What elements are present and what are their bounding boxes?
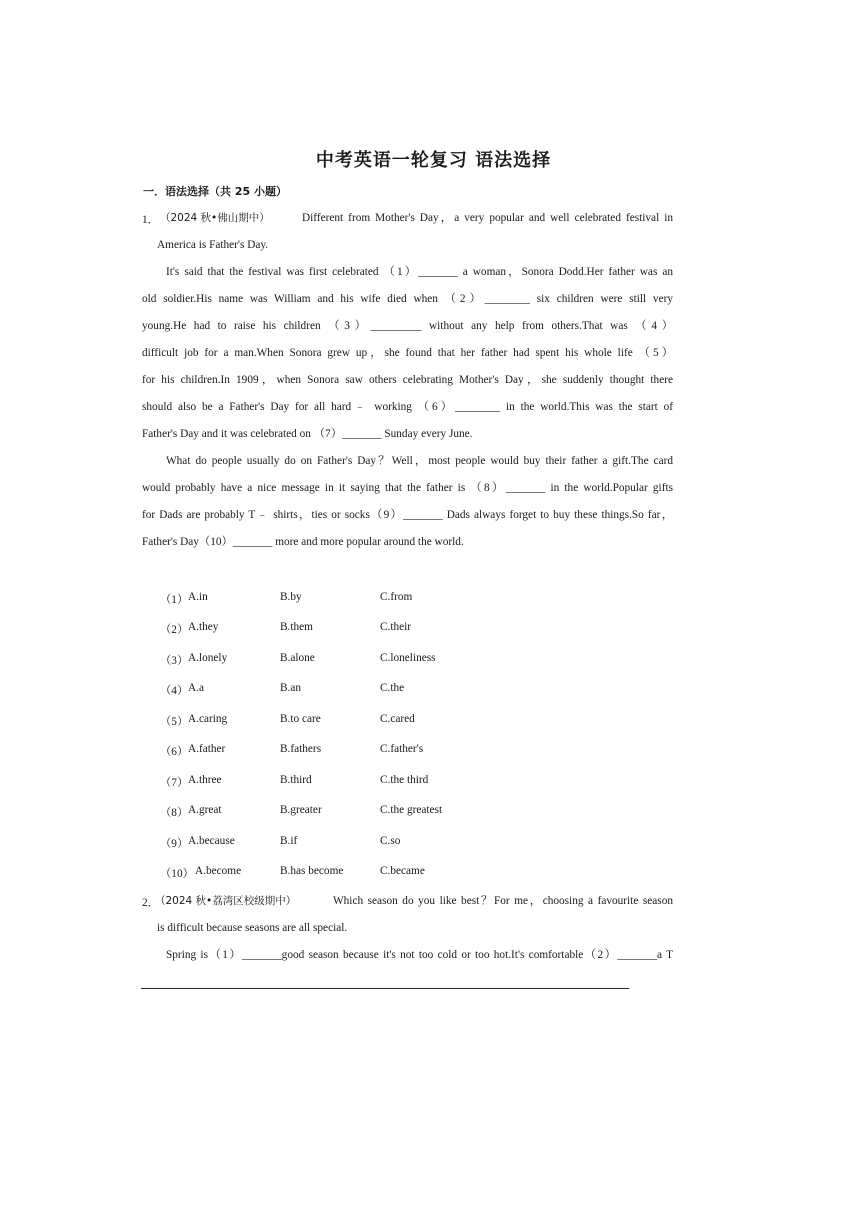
option-a: A.lonely bbox=[188, 652, 228, 664]
option-b: B.by bbox=[280, 591, 302, 603]
option-number: （5） bbox=[160, 716, 189, 728]
option-a: A.they bbox=[188, 621, 219, 633]
q1-line-5: difficult job for a man.When Sonora grew up，she found that her father had spent his whole life （5） bbox=[142, 347, 673, 359]
q1-line-1: America is Father's Day. bbox=[157, 239, 269, 251]
q2-line-0: Which season do you like best？For me，choosing a favourite season bbox=[333, 895, 673, 907]
q1-line-3: old soldier.His name was William and his wife died when （2）________ six children were still very bbox=[142, 293, 673, 305]
q2-line-2: Spring is（1）_______good season because it's not too cold or too hot.It's comfortable（2）_______a T bbox=[166, 949, 673, 961]
option-a: A.in bbox=[188, 591, 208, 603]
q1-line-4: young.He had to raise his children （3）_________ without any help from others.That was （4） bbox=[142, 320, 673, 332]
section-heading: 一．语法选择（共 25 小题） bbox=[143, 185, 287, 198]
option-c: C.the greatest bbox=[380, 804, 443, 816]
q1-source: （2024 秋•佛山期中） bbox=[160, 212, 270, 224]
option-c: C.cared bbox=[380, 713, 415, 725]
option-a: A.become bbox=[195, 865, 242, 877]
option-b: B.third bbox=[280, 774, 312, 786]
option-c: C.the third bbox=[380, 774, 429, 786]
option-number: （9） bbox=[160, 838, 189, 850]
option-number: （3） bbox=[160, 655, 189, 667]
option-a: A.a bbox=[188, 682, 204, 694]
option-number: （1） bbox=[160, 594, 189, 606]
q1-line-12: Father's Day（10）_______ more and more popular around the world. bbox=[142, 536, 464, 548]
option-c: C.so bbox=[380, 835, 401, 847]
option-number: （8） bbox=[160, 807, 189, 819]
q1-line-10: would probably have a nice message in it saying that the father is （8）_______ in the world.Popular gifts bbox=[142, 482, 673, 494]
option-b: B.them bbox=[280, 621, 313, 633]
option-a: A.caring bbox=[188, 713, 228, 725]
option-c: C.father's bbox=[380, 743, 424, 755]
option-number: （7） bbox=[160, 777, 189, 789]
q1-line-7: should also be a Father's Day for all hard﹣ working （6）________ in the world.This was the start of bbox=[142, 401, 673, 413]
option-c: C.from bbox=[380, 591, 413, 603]
option-number: （10） bbox=[160, 868, 194, 880]
option-b: B.has become bbox=[280, 865, 344, 877]
option-a: A.three bbox=[188, 774, 222, 786]
page-title: 中考英语一轮复习 语法选择 bbox=[315, 150, 552, 171]
option-c: C.loneliness bbox=[380, 652, 436, 664]
q1-line-8: Father's Day and it was celebrated on （7）_______ Sunday every June. bbox=[142, 428, 473, 440]
option-number: （2） bbox=[160, 624, 189, 636]
option-b: B.fathers bbox=[280, 743, 322, 755]
q1-line-2: It's said that the festival was first celebrated （1）_______ a woman，Sonora Dodd.Her father was an bbox=[166, 266, 673, 278]
q2-line-1: is difficult because seasons are all special. bbox=[157, 922, 348, 934]
option-c: C.became bbox=[380, 865, 425, 877]
option-a: A.father bbox=[188, 743, 226, 755]
option-a: A.great bbox=[188, 804, 222, 816]
option-b: B.to care bbox=[280, 713, 321, 725]
option-b: B.if bbox=[280, 835, 298, 847]
q2-number: 2． bbox=[142, 897, 159, 909]
option-number: （6） bbox=[160, 746, 189, 758]
option-c: C.their bbox=[380, 621, 412, 633]
option-number: （4） bbox=[160, 685, 189, 697]
q2-source: （2024 秋•荔湾区校级期中） bbox=[155, 895, 297, 907]
option-b: B.greater bbox=[280, 804, 322, 816]
q1-line-6: for his children.In 1909，when Sonora saw others celebrating Mother's Day，she suddenly thought there bbox=[142, 374, 673, 386]
q1-line-11: for Dads are probably T﹣ shirts，ties or socks（9）_______ Dads always forget to buy these things.So far， bbox=[142, 509, 673, 521]
q1-line-0: Different from Mother's Day，a very popular and well celebrated festival in bbox=[302, 212, 673, 224]
option-b: B.alone bbox=[280, 652, 315, 664]
q1-number: 1． bbox=[142, 214, 159, 226]
q1-line-9: What do people usually do on Father's Day？Well，most people would buy their father a gift.The card bbox=[166, 455, 673, 467]
option-a: A.because bbox=[188, 835, 235, 847]
option-c: C.the bbox=[380, 682, 405, 694]
option-b: B.an bbox=[280, 682, 302, 694]
footer-rule bbox=[141, 988, 629, 989]
